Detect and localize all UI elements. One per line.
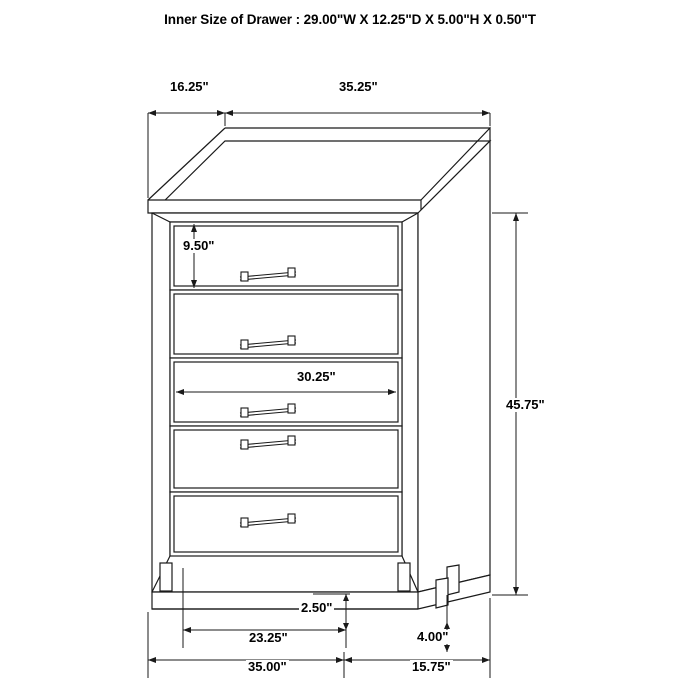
- chest-leg-front-right: [398, 563, 410, 591]
- drawer-front-1: [170, 222, 402, 290]
- dim-label-top-drawer-height: 9.50": [183, 238, 215, 253]
- dim-label-overall-height: 45.75": [506, 397, 545, 412]
- page-title: Inner Size of Drawer : 29.00"W X 12.25"D X 5.00"H X 0.50"T: [164, 12, 536, 27]
- drawer-front-5: [170, 492, 402, 556]
- drawer-front-4: [170, 426, 402, 492]
- dim-label-top-width: 35.25": [339, 79, 378, 94]
- dim-line-top-width: [225, 110, 490, 116]
- dim-label-drawer-front-width: 30.25": [297, 369, 336, 384]
- chest-side-face: [418, 141, 490, 592]
- drawer-front-2: [170, 290, 402, 358]
- dim-label-leg-height: 4.00": [417, 629, 449, 644]
- dim-label-overall-width: 35.00": [248, 659, 287, 674]
- dim-line-top-depth: [148, 110, 225, 116]
- dim-label-overall-depth: 15.75": [412, 659, 451, 674]
- dim-label-toe-kick-height: 2.50": [301, 600, 333, 615]
- chest-leg-front-left: [160, 563, 172, 591]
- dim-label-base-inner-width: 23.25": [249, 630, 288, 645]
- dim-label-top-depth: 16.25": [170, 79, 209, 94]
